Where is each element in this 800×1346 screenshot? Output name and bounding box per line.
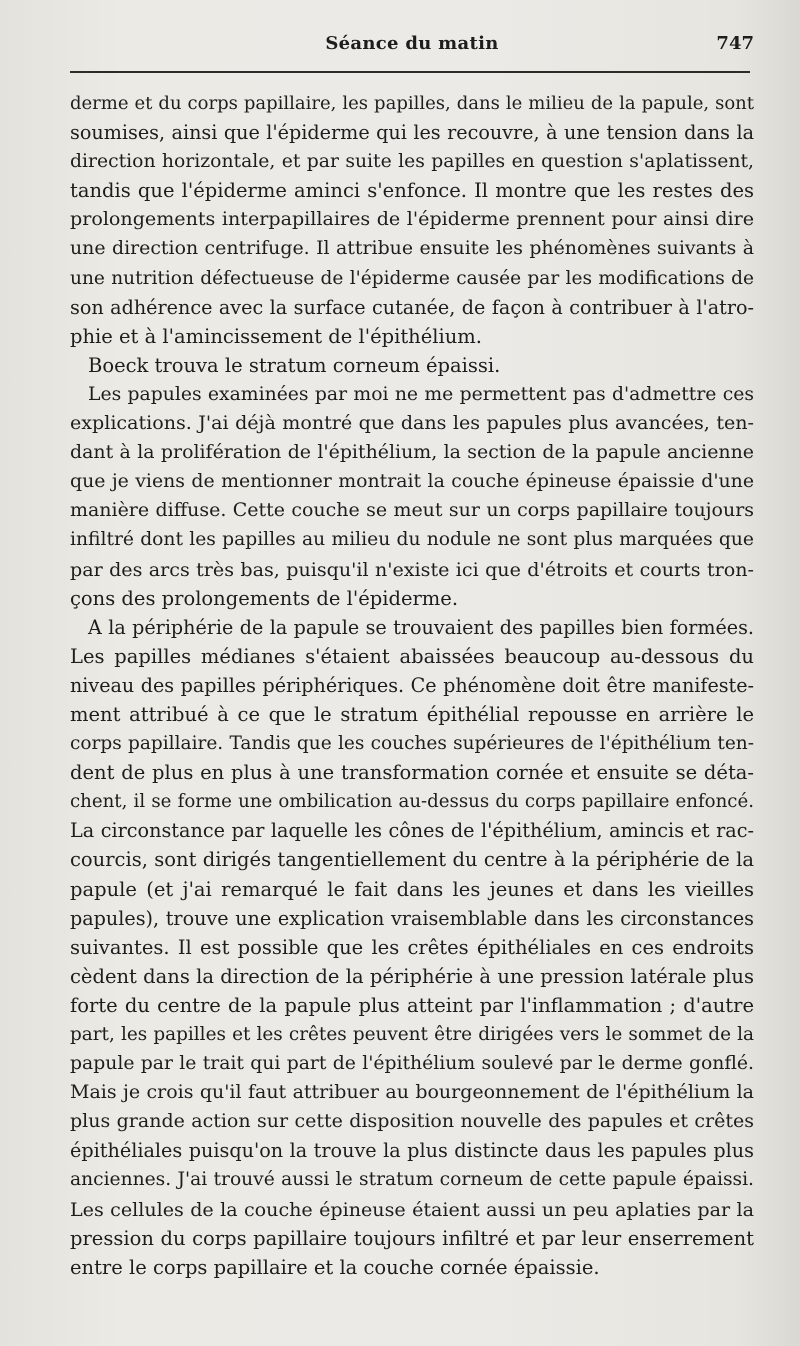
text-line: Les cellules de la couche épineuse étaient aussi un peu aplaties par la (70, 1197, 754, 1221)
text-line: Boeck trouva le stratum corneum épaissi. (88, 353, 501, 377)
text-line: ment attribué à ce que le stratum épithélial repousse en arrière le (70, 702, 754, 726)
text-line: dent de plus en plus à une transformation cornée et ensuite se déta- (70, 761, 754, 785)
text-line: épithéliales puisqu'on la trouve la plus distincte daus les papules plus (70, 1139, 754, 1163)
text-line: prolongements interpapillaires de l'épiderme prennent pour ainsi dire (70, 208, 754, 231)
text-line: part, les papilles et les crêtes peuvent être dirigées vers le sommet de la (70, 1024, 754, 1045)
text-line: anciennes. J'ai trouvé aussi le stratum corneum de cette papule épaissi. (70, 1169, 754, 1191)
text-line: çons des prolongements de l'épiderme. (70, 586, 459, 610)
text-line: plus grande action sur cette disposition nouvelle des papules et crêtes (70, 1110, 754, 1133)
text-line: papule par le trait qui part de l'épithélium soulevé par le derme gonflé. (70, 1053, 754, 1075)
text-line: phie et à l'amincissement de l'épithélium. (70, 324, 482, 348)
text-line: par des arcs très bas, puisqu'il n'existe ici que d'étroits et courts tron- (70, 557, 754, 581)
text-line: A la périphérie de la papule se trouvaient des papilles bien formées. (88, 615, 754, 639)
text-line: cèdent dans la direction de la périphérie à une pression latérale plus (70, 964, 754, 988)
body-text (70, 89, 754, 1282)
text-line: derme et du corps papillaire, les papilles, dans le milieu de la papule, sont (70, 93, 754, 114)
text-line: que je viens de mentionner montrait la couche épineuse épaissie d'une (70, 470, 754, 493)
text-line: infiltré dont les papilles au milieu du nodule ne sont plus marquées que (70, 529, 754, 551)
text-line: direction horizontale, et par suite les papilles en question s'aplatissent, (70, 151, 754, 173)
text-line: son adhérence avec la surface cutanée, de façon à contribuer à l'atro- (70, 295, 754, 319)
text-line: tandis que l'épiderme aminci s'enfonce. Il montre que les restes des (70, 179, 754, 203)
text-line: niveau des papilles périphériques. Ce phénomène doit être manifeste- (70, 673, 754, 697)
text-line: courcis, sont dirigés tangentiellement du centre à la périphérie de la (70, 848, 754, 872)
text-line: soumises, ainsi que l'épiderme qui les recouvre, à une tension dans la (70, 121, 754, 145)
running-title: Séance du matin (325, 33, 499, 54)
page-header (70, 33, 754, 61)
text-line: explications. J'ai déjà montré que dans les papules plus avancées, ten- (70, 412, 754, 435)
text-line: dant à la prolifération de l'épithélium, la section de la papule ancienne (70, 441, 754, 464)
text-line: manière diffuse. Cette couche se meut sur un corps papillaire toujours (70, 499, 754, 522)
header-rule (70, 71, 750, 73)
text-line: chent, il se forme une ombilication au-dessus du corps papillaire enfoncé. (70, 791, 754, 813)
text-line: papules), trouve une explication vraisemblable dans les circonstances (70, 906, 754, 930)
text-line: pression du corps papillaire toujours infiltré et par leur enserrement (70, 1226, 754, 1250)
text-line: corps papillaire. Tandis que les couches supérieures de l'épithélium ten- (70, 733, 754, 755)
text-line: une direction centrifuge. Il attribue ensuite les phénomènes suivants à (70, 237, 754, 260)
text-line: une nutrition défectueuse de l'épiderme causée par les modifications de (70, 267, 754, 289)
text-line: Les papilles médianes s'étaient abaissées beaucoup au-dessous du (70, 644, 754, 668)
text-line: papule (et j'ai remarqué le fait dans les jeunes et dans les vieilles (70, 877, 754, 901)
page-number: 747 (716, 33, 754, 54)
text-line: Mais je crois qu'il faut attribuer au bourgeonnement de l'épithélium la (70, 1081, 754, 1104)
text-line: suivantes. Il est possible que les crêtes épithéliales en ces endroits (70, 935, 754, 959)
text-line: forte du centre de la papule plus atteint par l'inflammation ; d'autre (70, 993, 754, 1017)
text-line: Les papules examinées par moi ne me permettent pas d'admettre ces (88, 383, 754, 405)
text-line: entre le corps papillaire et la couche cornée épaissie. (70, 1255, 600, 1279)
text-line: La circonstance par laquelle les cônes de l'épithélium, amincis et rac- (70, 819, 754, 843)
